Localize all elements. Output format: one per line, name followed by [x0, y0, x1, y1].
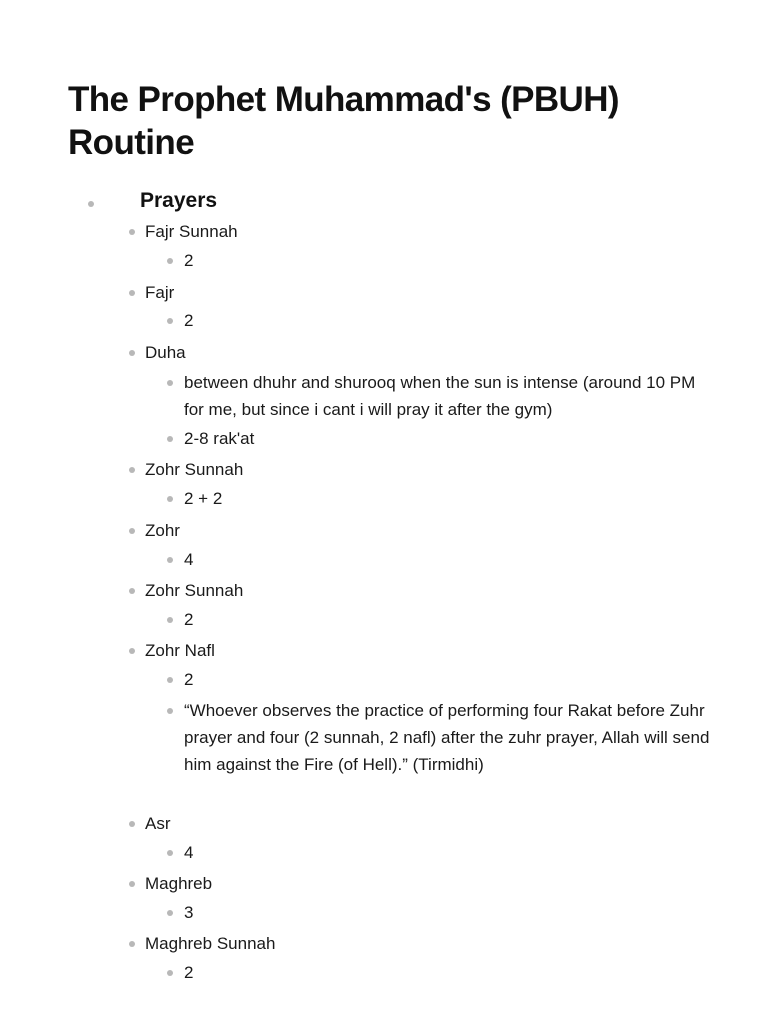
list-item-detail: between dhuhr and shurooq when the sun is intense (around 10 PM for me, but since i cant i will pray it after the gym) — [184, 373, 696, 419]
bullet-icon — [167, 557, 173, 563]
bullet-icon — [129, 941, 135, 947]
list-item-detail: 2-8 rak'at — [184, 429, 255, 448]
list-item-detail: 3 — [184, 903, 194, 922]
bullet-icon — [167, 910, 173, 916]
bullet-icon — [167, 496, 173, 502]
bullet-icon — [129, 881, 135, 887]
list-item: Maghreb — [145, 874, 213, 893]
section-heading: Prayers — [140, 189, 218, 212]
list-item: Maghreb Sunnah — [145, 934, 276, 953]
bullet-icon — [129, 648, 135, 654]
bullet-icon — [167, 436, 173, 442]
bullet-icon — [129, 588, 135, 594]
list-item-detail: 2 — [184, 610, 194, 629]
bullet-icon — [167, 970, 173, 976]
bullet-icon — [129, 229, 135, 235]
list-item: Fajr Sunnah — [145, 222, 238, 241]
list-item-detail: 2 — [184, 311, 194, 330]
list-item-detail: 2 + 2 — [184, 489, 223, 508]
bullet-icon — [167, 708, 173, 714]
bullet-icon — [129, 350, 135, 356]
bullet-icon — [88, 201, 94, 207]
list-item-detail: 4 — [184, 550, 194, 569]
list-item: Zohr Sunnah — [145, 581, 244, 600]
bullet-icon — [129, 290, 135, 296]
bullet-icon — [167, 677, 173, 683]
list-item-detail: 2 — [184, 963, 194, 982]
list-item: Zohr Sunnah — [145, 460, 244, 479]
bullet-icon — [129, 528, 135, 534]
list-item: Duha — [145, 343, 186, 362]
list-item: Zohr Nafl — [145, 641, 215, 660]
bullet-icon — [129, 821, 135, 827]
bullet-icon — [167, 617, 173, 623]
bullet-icon — [167, 380, 173, 386]
list-item-detail: 2 — [184, 670, 194, 689]
list-item: Fajr — [145, 283, 175, 302]
list-item: Asr — [145, 814, 171, 833]
list-item-detail: 4 — [184, 843, 194, 862]
list-item-detail: 2 — [184, 251, 194, 270]
bullet-icon — [167, 258, 173, 264]
page-title: The Prophet Muhammad's (PBUH) Routine — [68, 80, 619, 162]
quote-text: “Whoever observes the practice of performing four Rakat before Zuhr prayer and four (2 sunnah, 2 nafl) after the zuhr prayer, Allah will send him against the Fire (of Hell).” (Tirmidhi) — [184, 701, 710, 774]
bullet-icon — [129, 467, 135, 473]
list-item: Zohr — [145, 521, 180, 540]
bullet-icon — [167, 850, 173, 856]
bullet-icon — [167, 318, 173, 324]
